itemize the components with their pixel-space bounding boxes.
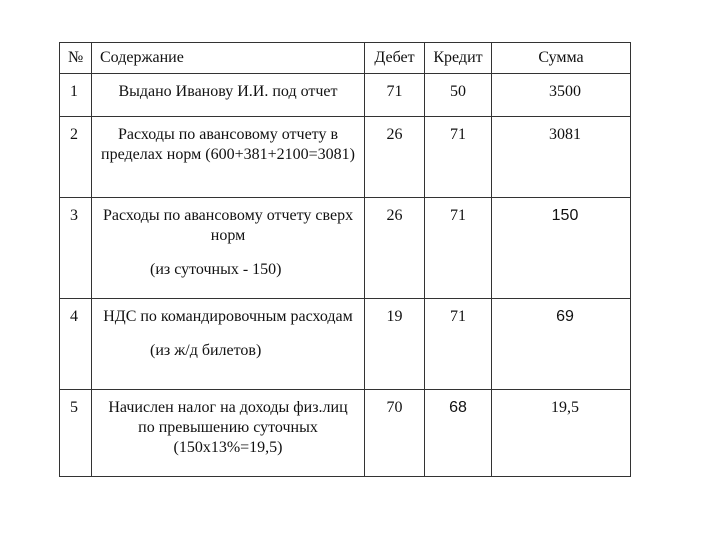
row-debit: 26: [365, 198, 425, 299]
row-num: 2: [60, 117, 92, 198]
table-row: [60, 299, 631, 390]
table-header-row: [60, 43, 631, 74]
row-num: 4: [60, 299, 92, 390]
row-num: 5: [60, 390, 92, 477]
row-credit: 71: [425, 198, 492, 299]
row-debit: 71: [365, 74, 425, 117]
row-content-text: Начислен налог на доходы физ.лиц по превышению суточных (150x13%=19,5): [108, 399, 348, 456]
accounting-entries-table: [59, 42, 631, 477]
row-sum: 3081: [492, 117, 631, 198]
table-row: [60, 117, 631, 198]
row-sum: 150: [492, 198, 631, 299]
row-num: 1: [60, 74, 92, 117]
row-content: [92, 299, 365, 390]
row-note: (из суточных - 150): [150, 261, 282, 278]
row-sum: 3500: [492, 74, 631, 117]
row-num: 3: [60, 198, 92, 299]
row-content-text: Расходы по авансовому отчету сверх норм: [102, 207, 354, 244]
row-content-text: НДС по командировочным расходам: [103, 308, 353, 325]
row-credit: 50: [425, 74, 492, 117]
row-content: [92, 74, 365, 117]
row-debit: 70: [365, 390, 425, 477]
row-content-text: Выдано Иванову И.И. под отчет: [118, 83, 338, 100]
table-row: [60, 74, 631, 117]
header-debit: Дебет: [365, 43, 425, 74]
header-content: Содержание: [92, 43, 365, 74]
header-credit: Кредит: [425, 43, 492, 74]
row-content-text: Расходы по авансовому отчету в пределах норм (600+381+2100=3081): [101, 126, 355, 163]
row-credit: 68: [425, 390, 492, 477]
row-content: [92, 117, 365, 198]
row-sum: 69: [492, 299, 631, 390]
row-sum: 19,5: [492, 390, 631, 477]
row-credit: 71: [425, 117, 492, 198]
row-content: [92, 390, 365, 477]
row-debit: 19: [365, 299, 425, 390]
table-row: [60, 390, 631, 477]
table-row: [60, 198, 631, 299]
row-debit: 26: [365, 117, 425, 198]
row-note: (из ж/д билетов): [150, 342, 262, 359]
header-sum: Сумма: [492, 43, 631, 74]
row-credit: 71: [425, 299, 492, 390]
row-content: [92, 198, 365, 299]
header-num: №: [60, 43, 92, 74]
